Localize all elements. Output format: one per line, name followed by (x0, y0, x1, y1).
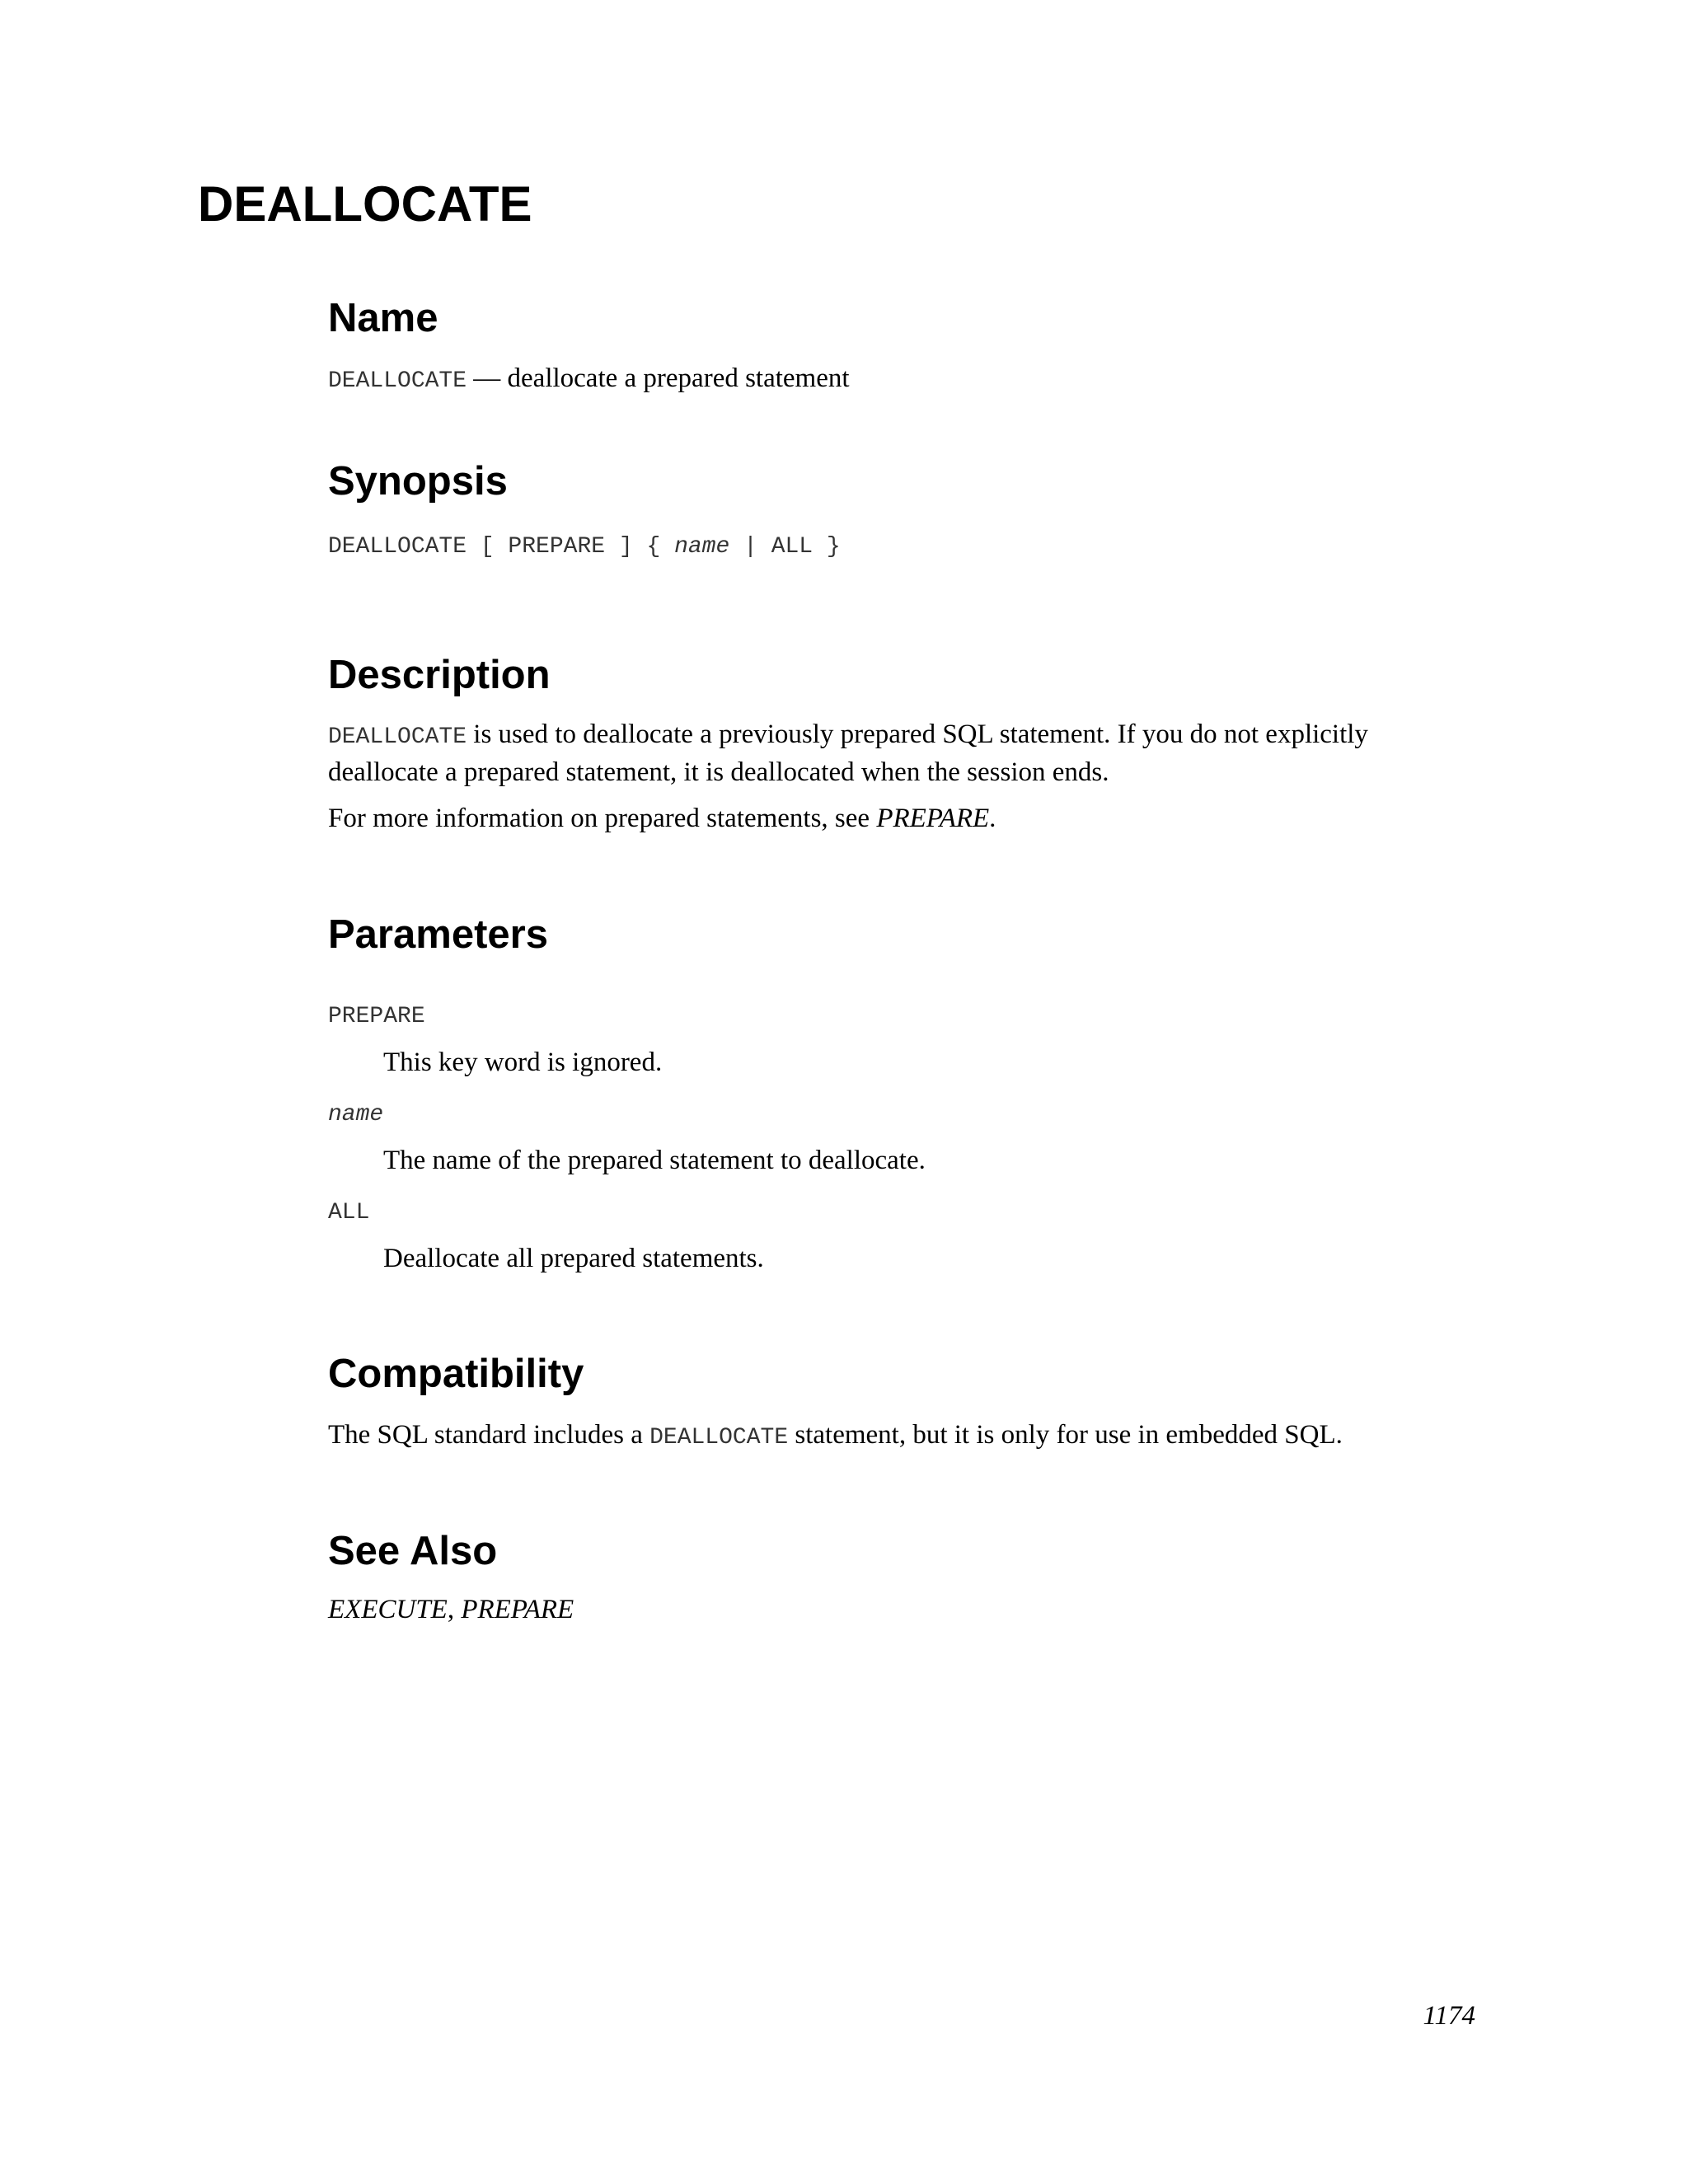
compatibility-text-after: statement, but it is only for use in embedded SQL. (788, 1420, 1343, 1450)
compatibility-heading: Compatibility (328, 1352, 584, 1396)
name-summary: — deallocate a prepared statement (467, 363, 850, 393)
param-def-all: Deallocate all prepared statements. (383, 1244, 764, 1273)
description-prepare-link[interactable]: PREPARE (876, 804, 990, 833)
compatibility-text (328, 1418, 1482, 1455)
name-command: DEALLOCATE (328, 368, 467, 394)
see-also-heading: See Also (328, 1529, 498, 1573)
name-heading: Name (328, 296, 438, 340)
description-paragraph-1 (328, 717, 1482, 790)
description-heading: Description (328, 653, 551, 697)
description-paragraph-2 (328, 801, 1482, 837)
see-also-execute-link[interactable]: EXECUTE (328, 1595, 448, 1624)
compatibility-text-before: The SQL standard includes a (328, 1420, 650, 1450)
compatibility-command: DEALLOCATE (649, 1425, 789, 1451)
synopsis-code (328, 534, 841, 560)
parameters-heading: Parameters (328, 912, 548, 957)
description-text-2: For more information on prepared statements, see (328, 804, 877, 833)
page-title: DEALLOCATE (198, 176, 532, 232)
description-text-2-end: . (989, 804, 996, 833)
param-term-all: ALL (328, 1200, 370, 1226)
see-also-separator: , (447, 1595, 462, 1624)
param-term-name: name (328, 1102, 384, 1127)
synopsis-heading: Synopsis (328, 459, 508, 504)
description-text-1: is used to deallocate a previously prepared SQL statement. If you do not explicitly deallocate a prepared statement, it is deallocated when the session ends. (328, 719, 1368, 787)
param-def-prepare: This key word is ignored. (383, 1047, 663, 1077)
synopsis-before: DEALLOCATE [ PREPARE ] { (328, 534, 675, 560)
synopsis-after: | ALL } (729, 534, 841, 560)
synopsis-name-param: name (674, 534, 730, 560)
description-command: DEALLOCATE (328, 724, 467, 750)
param-def-name: The name of the prepared statement to deallocate. (383, 1146, 926, 1175)
see-also-links (328, 1592, 1482, 1628)
page-number: 1174 (1423, 2001, 1475, 2031)
name-line (328, 361, 1482, 399)
see-also-prepare-link[interactable]: PREPARE (461, 1595, 574, 1624)
param-term-prepare: PREPARE (328, 1004, 425, 1029)
